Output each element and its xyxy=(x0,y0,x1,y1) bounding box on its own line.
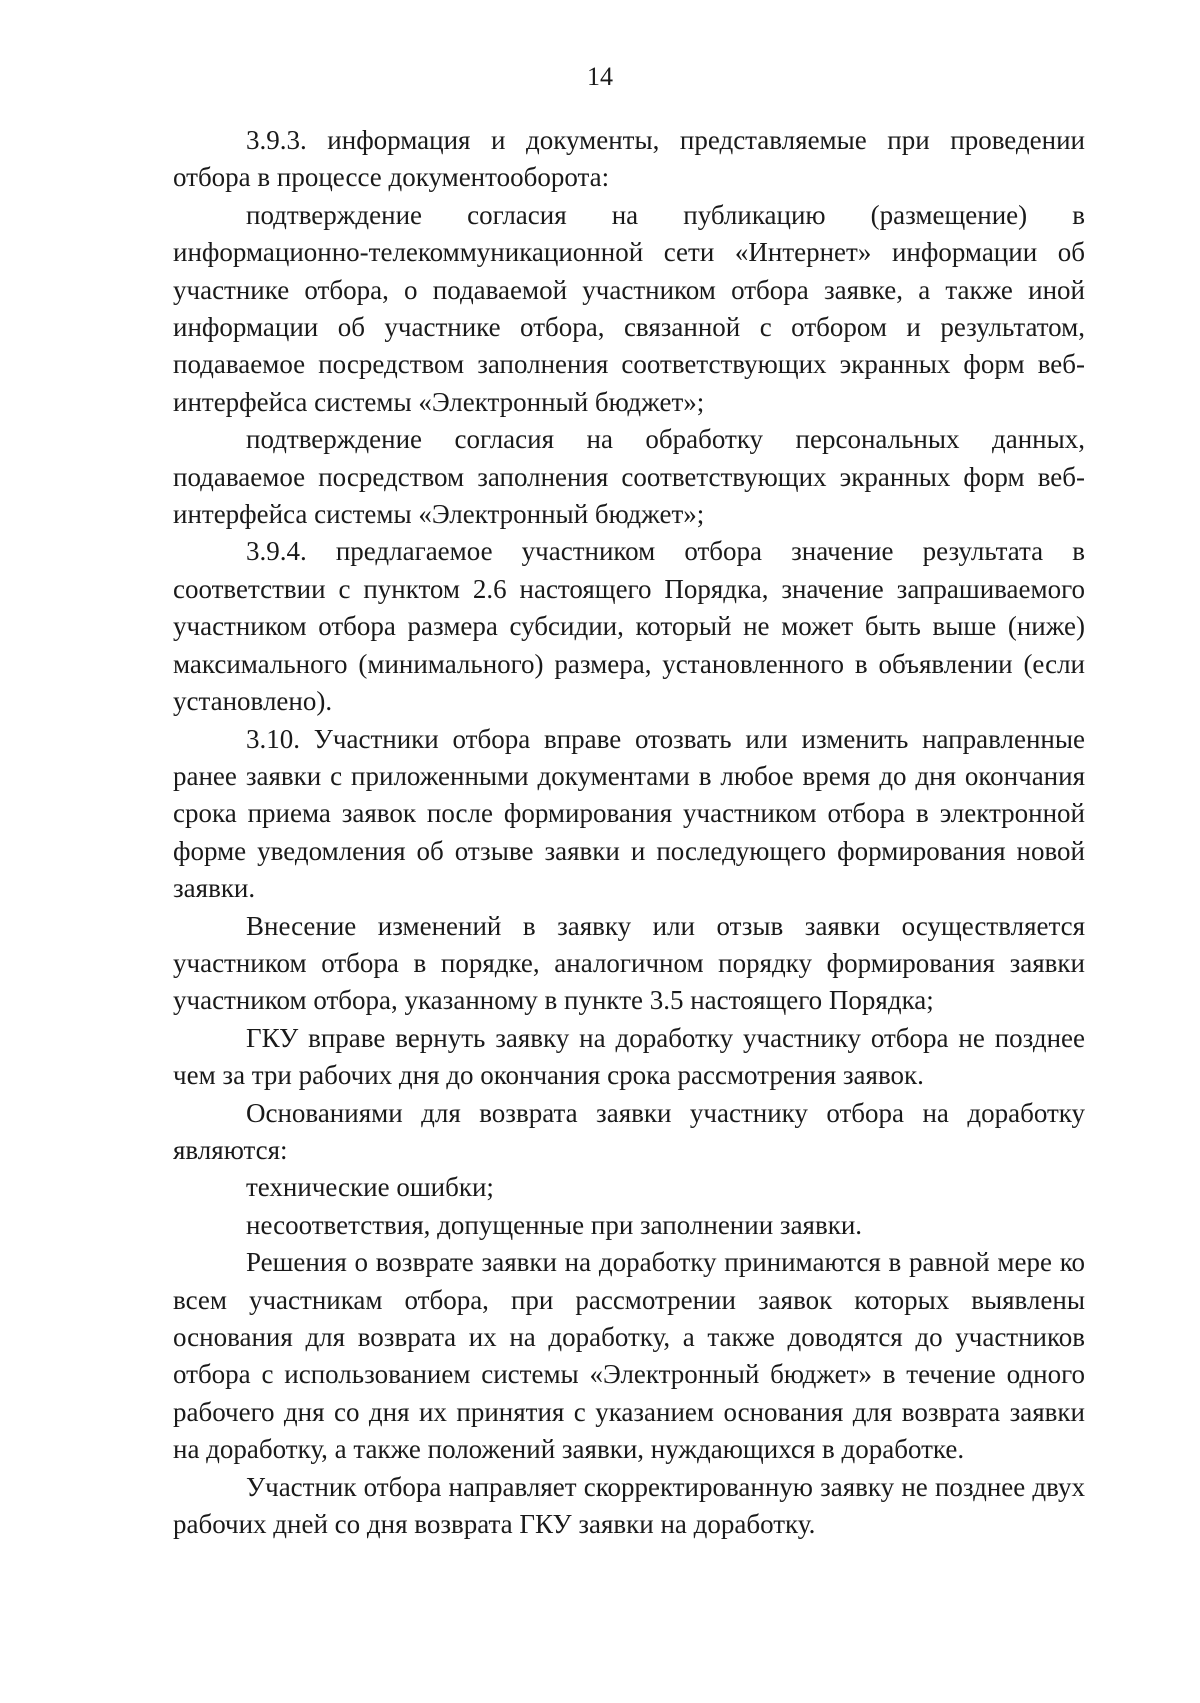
paragraph-3-10: 3.10. Участники отбора вправе отозвать или изменить направленные ранее заявки с приложенными документами в любое время до дня окончания срока приема заявок после формирования участником отбора в электронной форме уведомления об отзыве заявки и последующего формирования новой заявки. xyxy=(173,723,1085,904)
paragraph-technical-errors: технические ошибки; xyxy=(246,1172,494,1203)
paragraph-gku-return: ГКУ вправе вернуть заявку на доработку участнику отбора не позднее чем за три рабочих дня до окончания срока рассмотрения заявок. xyxy=(173,1022,1085,1091)
paragraph-inconsistencies: несоответствия, допущенные при заполнении заявки. xyxy=(246,1209,863,1240)
paragraph-consent-personal-data: подтверждение согласия на обработку персональных данных, подаваемое посредством заполнения соответствующих экранных форм веб-интерфейса системы «Электронный бюджет»; xyxy=(173,424,1085,530)
paragraph-consent-publication: подтверждение согласия на публикацию (размещение) в информационно-телекоммуникационной сети «Интернет» информации об участнике отбора, о подаваемой участником отбора заявке, а также иной информации об участнике отбора, связанной с отбором и результатом, подаваемое посредством заполнения соответствующих экранных форм веб-интерфейса системы «Электронный бюджет»; xyxy=(173,199,1085,417)
document-body xyxy=(173,122,1085,1543)
paragraph-3-9-4: 3.9.4. предлагаемое участником отбора значение результата в соответствии с пунктом 2.6 настоящего Порядка, значение запрашиваемого участником отбора размера субсидии, который не может быть выше (ниже) максимального (минимального) размера, установленного в объявлении (если установлено). xyxy=(173,536,1085,717)
paragraph-changes: Внесение изменений в заявку или отзыв заявки осуществляется участником отбора в порядке, аналогичном порядку формирования заявки участником отбора, указанному в пункте 3.5 настоящего Порядка; xyxy=(173,910,1085,1016)
paragraph-grounds: Основаниями для возврата заявки участнику отбора на доработку являются: xyxy=(173,1097,1085,1165)
paragraph-corrected-application: Участник отбора направляет скорректированную заявку не позднее двух рабочих дней со дня возврата ГКУ заявки на доработку. xyxy=(173,1471,1085,1540)
page-number: 14 xyxy=(587,62,613,91)
paragraph-3-9-3: 3.9.3. информация и документы, представляемые при проведении отбора в процессе документооборота: xyxy=(173,125,1085,193)
paragraph-return-decisions: Решения о возврате заявки на доработку принимаются в равной мере ко всем участникам отбора, при рассмотрении заявок которых выявлены основания для возврата их на доработку, а также доводятся до участников отбора с использованием системы «Электронный бюджет» в течение одного рабочего дня со дня их принятия с указанием основания для возврата заявки на доработку, а также положений заявки, нуждающихся в доработке. xyxy=(173,1247,1085,1465)
